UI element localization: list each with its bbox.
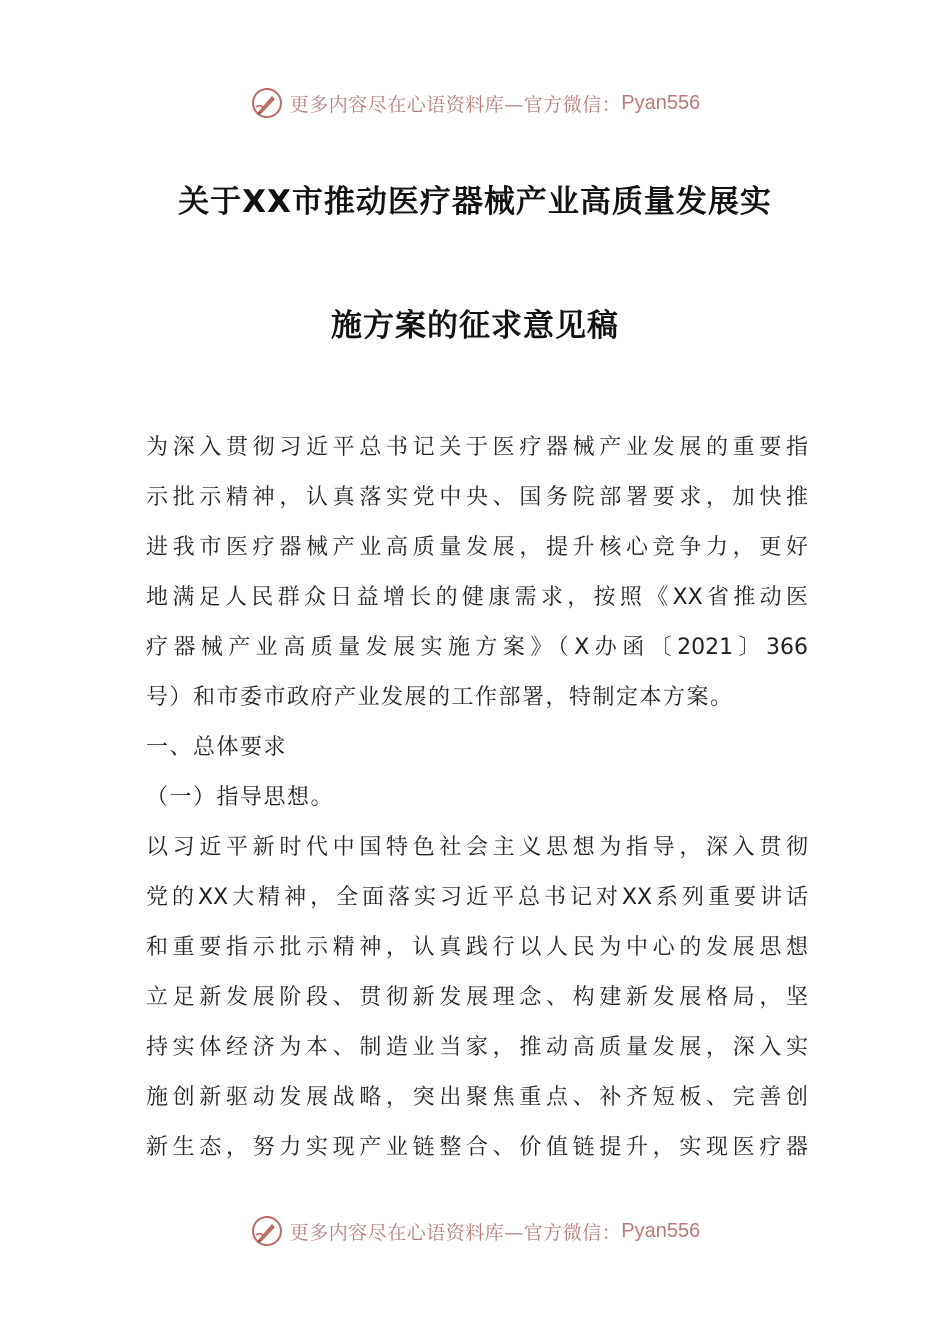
body-line: 地满足人民群众日益增长的健康需求，按照《XX省推动医 xyxy=(146,585,808,610)
subsection-heading: （一）指导思想。 xyxy=(146,785,335,810)
body-line: 为深入贯彻习近平总书记关于医疗器械产业发展的重要指 xyxy=(146,435,808,460)
watermark-slogan: 更多内容尽在心语资料库—官方微信： xyxy=(289,93,622,116)
section-heading: 一、总体要求 xyxy=(146,735,288,760)
pen-logo-icon xyxy=(250,86,284,120)
body-line: 以习近平新时代中国特色社会主义思想为指导，深入贯彻 xyxy=(146,835,808,860)
body-line: 号）和市委市政府产业发展的工作部署，特制定本方案。 xyxy=(146,685,734,710)
body-line: 疗器械产业高质量发展实施方案》（X办函〔2021〕366 xyxy=(146,635,808,660)
body-line: 和重要指示批示精神，认真践行以人民为中心的发展思想 xyxy=(146,935,808,960)
watermark-banner-bottom xyxy=(0,1211,950,1251)
body-line: 党的XX大精神，全面落实习近平总书记对XX系列重要讲话 xyxy=(146,885,808,910)
watermark-handle: Pyan556 xyxy=(621,1219,701,1242)
body-line: 持实体经济为本、制造业当家，推动高质量发展，深入实 xyxy=(146,1035,808,1060)
watermark-banner-top xyxy=(0,83,950,123)
body-line: 施创新驱动发展战略，突出聚焦重点、补齐短板、完善创 xyxy=(146,1085,808,1110)
document-title-line-2: 施方案的征求意见稿 xyxy=(331,308,619,344)
document-title-line-1: 关于XX市推动医疗器械产业高质量发展实 xyxy=(178,184,772,220)
body-line: 进我市医疗器械产业高质量发展，提升核心竞争力，更好 xyxy=(146,535,808,560)
pen-logo-icon xyxy=(250,1214,284,1248)
body-line: 立足新发展阶段、贯彻新发展理念、构建新发展格局，坚 xyxy=(146,985,808,1010)
body-line: 示批示精神，认真落实党中央、国务院部署要求，加快推 xyxy=(146,485,808,510)
watermark-slogan: 更多内容尽在心语资料库—官方微信： xyxy=(289,1221,622,1244)
watermark-handle: Pyan556 xyxy=(621,91,701,114)
body-line: 新生态，努力实现产业链整合、价值链提升，实现医疗器 xyxy=(146,1135,808,1160)
